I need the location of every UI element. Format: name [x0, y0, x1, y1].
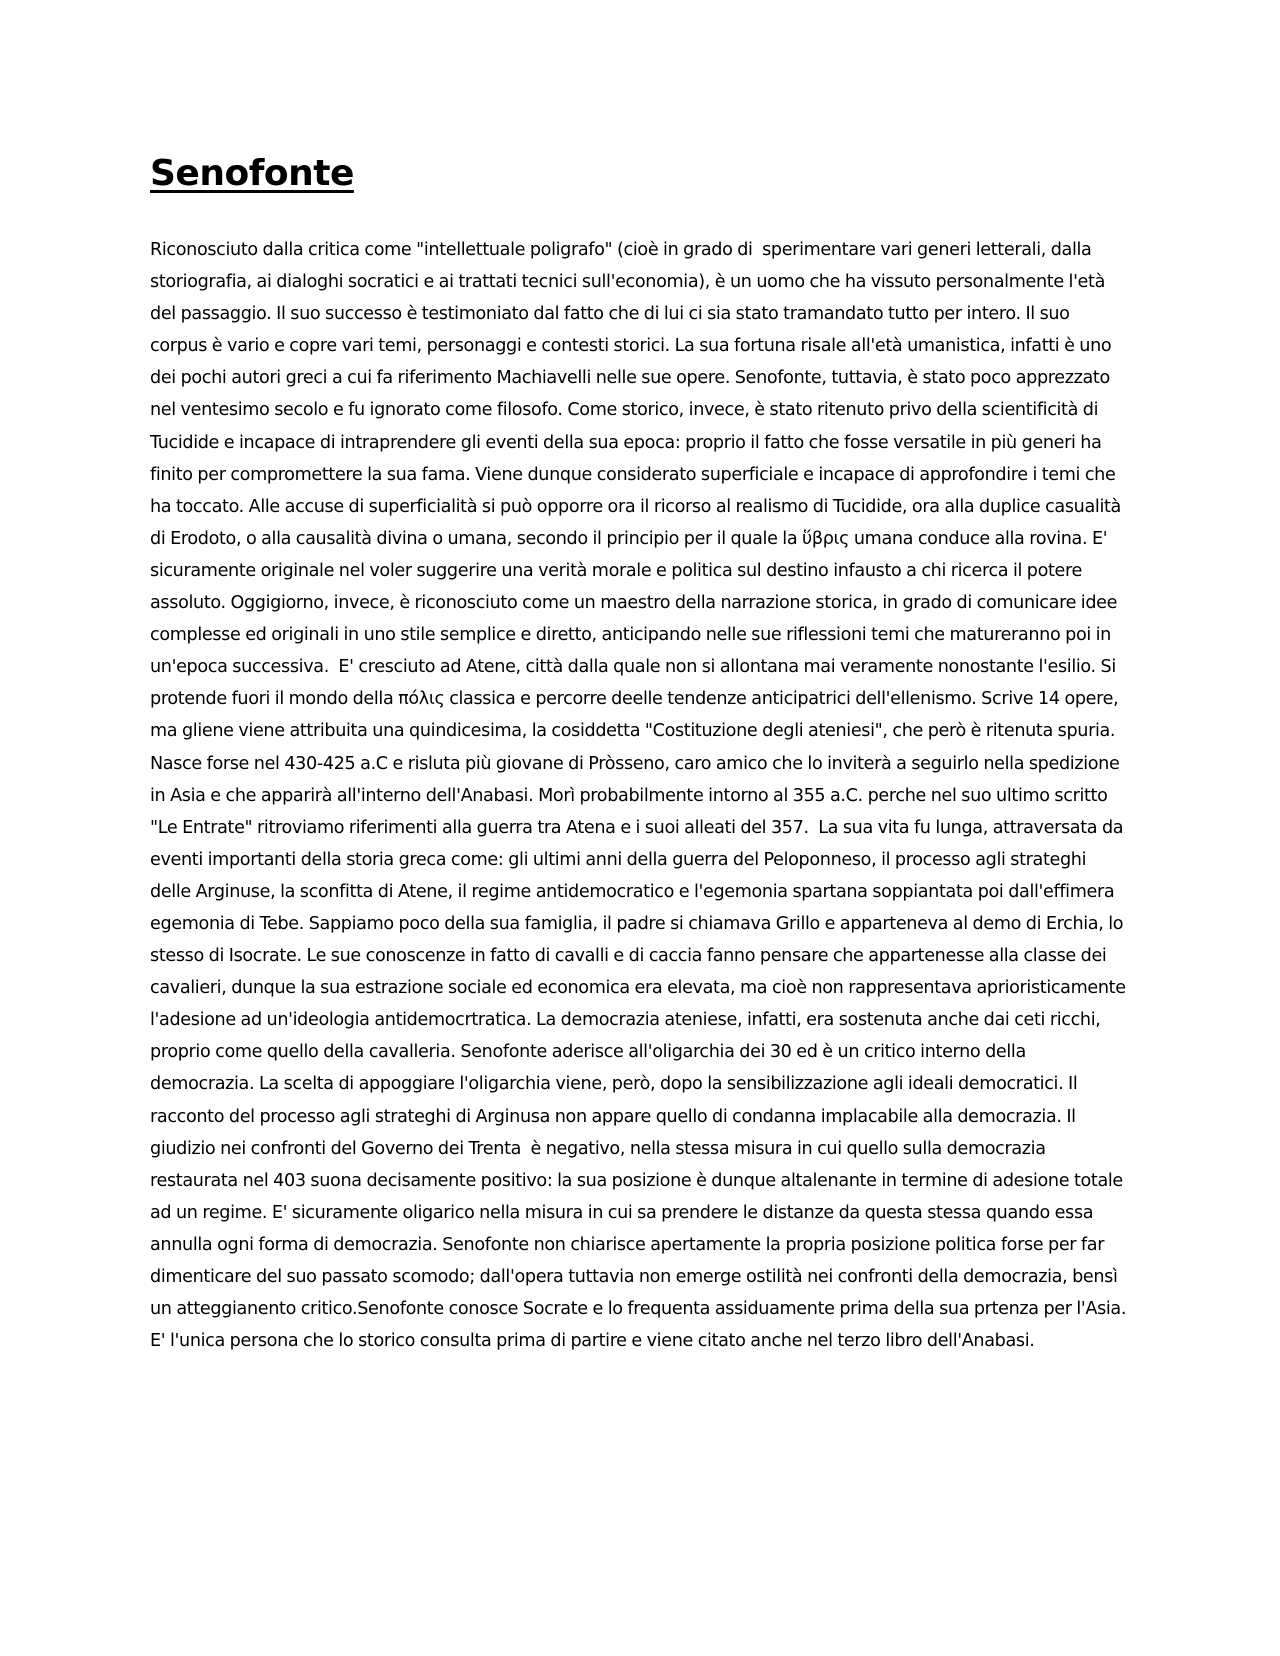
document-title: Senofonte: [150, 153, 354, 194]
document-body-paragraph: Riconosciuto dalla critica come "intellettuale poligrafo" (cioè in grado di sperimentare vari generi letterali, dalla storiografia, ai dialoghi socratici e ai trattati tecnici sull'economia), è un uomo che ha vissuto personalmente l'età del passaggio. Il suo successo è testimoniato dal fatto che di lui ci sia stato tramandato tutto per intero. Il suo corpus è vario e copre vari temi, personaggi e contesti storici. La sua fortuna risale all'età umanistica, infatti è uno dei pochi autori greci a cui fa riferimento Machiavelli nelle sue opere. Senofonte, tuttavia, è stato poco apprezzato nel ventesimo secolo e fu ignorato come filosofo. Come storico, invece, è stato ritenuto privo della scientificità di Tucidide e incapace di intraprendere gli eventi della sua epoca: proprio il fatto che fosse versatile in più generi ha finito per compromettere la sua fama. Viene dunque considerato superficiale e incapace di approfondire i temi che ha toccato. Alle accuse di superficialità si può opporre ora il ricorso al realismo di Tucidide, ora alla duplice casualità di Erodoto, o alla causalità divina o umana, secondo il principio per il quale la ὕβρις umana conduce alla rovina. E' sicuramente originale nel voler suggerire una verità morale e politica sul destino infausto a chi ricerca il potere assoluto. Oggigiorno, invece, è riconosciuto come un maestro della narrazione storica, in grado di comunicare idee complesse ed originali in uno stile semplice e diretto, anticipando nelle sue riflessioni temi che matureranno poi in un'epoca successiva. E' cresciuto ad Atene, città dalla quale non si allontana mai veramente nonostante l'esilio. Si protende fuori il mondo della πόλις classica e percorre deelle tendenze anticipatrici dell'ellenismo. Scrive 14 opere, ma gliene viene attribuita una quindicesima, la cosiddetta "Costituzione degli ateniesi", che però è ritenuta spuria. Nasce forse nel 430-425 a.C e risluta più giovane di Pròsseno, caro amico che lo inviterà a seguirlo nella spedizione in Asia e che apparirà all'interno dell'Anabasi. Morì probabilmente intorno al 355 a.C. perche nel suo ultimo scritto "Le Entrate" ritroviamo riferimenti alla guerra tra Atena e i suoi alleati del 357. La sua vita fu lunga, attraversata da eventi importanti della storia greca come: gli ultimi anni della guerra del Peloponneso, il processo agli strateghi delle Arginuse, la sconfitta di Atene, il regime antidemocratico e l'egemonia spartana soppiantata poi dall'effimera egemonia di Tebe. Sappiamo poco della sua famiglia, il padre si chiamava Grillo e apparteneva al demo di Erchia, lo stesso di Isocrate. Le sue conoscenze in fatto di cavalli e di caccia fanno pensare che appartenesse alla classe dei cavalieri, dunque la sua estrazione sociale ed economica era elevata, ma cioè non rappresentava aprioristicamente l'adesione ad un'ideologia antidemocrtratica. La democrazia ateniese, infatti, era sostenuta anche dai ceti ricchi, proprio come quello della cavalleria. Senofonte aderisce all'oligarchia dei 30 ed è un critico interno della democrazia. La scelta di appoggiare l'oligarchia viene, però, dopo la sensibilizzazione agli ideali democratici. Il racconto del processo agli strateghi di Arginusa non appare quello di condanna implacabile alla democrazia. Il giudizio nei confronti del Governo dei Trenta è negativo, nella stessa misura in cui quello sulla democrazia restaurata nel 403 suona decisamente positivo: la sua posizione è dunque altalenante in termine di adesione totale ad un regime. E' sicuramente oligarico nella misura in cui sa prendere le distanze da questa stessa quando essa annulla ogni forma di democrazia. Senofonte non chiarisce apertamente la propria posizione politica forse per far dimenticare del suo passato scomodo; dall'opera tuttavia non emerge ostilità nei confronti della democrazia, bensì un atteggianento critico.Senofonte conosce Socrate e lo frequenta assiduamente prima della sua prtenza per l'Asia. E' l'unica persona che lo storico consulta prima di partire e viene citato anche nel terzo libro dell'Anabasi.: [150, 240, 1131, 1352]
